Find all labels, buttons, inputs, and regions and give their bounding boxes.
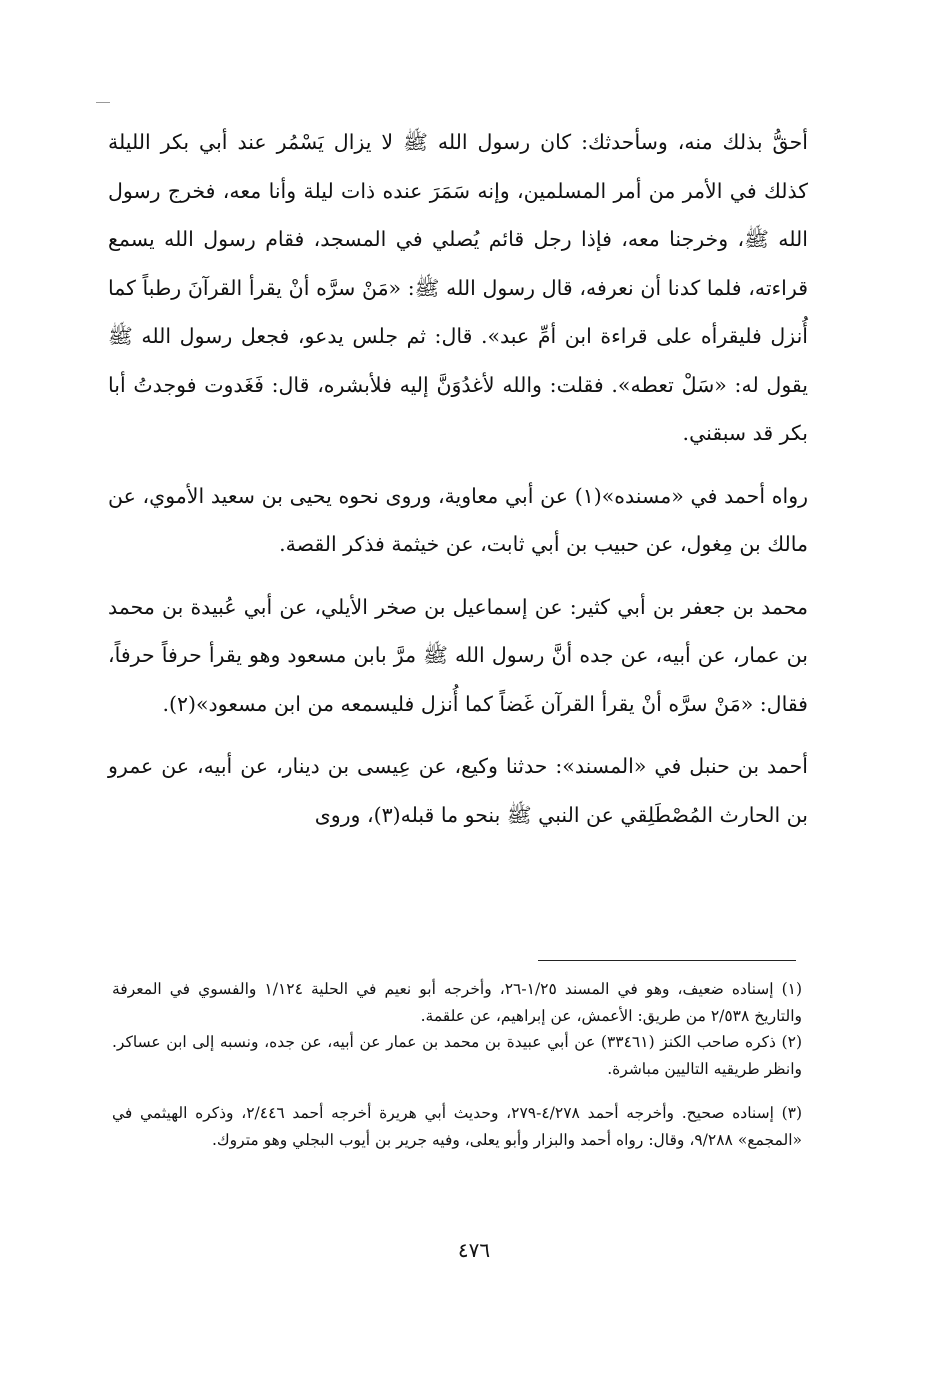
paragraph-3: محمد بن جعفر بن أبي كثير: عن إسماعيل بن صخر الأيلي، عن أبي عُبيدة بن محمد بن عمار، عن أبيه، عن جده أنَّ رسول الله ﷺ مرَّ بابن مسعود وهو يقرأ حرفاً حرفاً، فقال: «مَنْ سرَّه أنْ يقرأ القرآن غَضاً كما أُنزل فليسمعه من ابن مسعود»(٢). <box>108 594 808 716</box>
footnote-3: (٣) إسناده صحيح. وأخرجه أحمد ٤/٢٧٨-٢٧٩، وحديث أبي هريرة أخرجه أحمد ٢/٤٤٦، وذكره الهيثمي في «المجمع» ٩/٢٨٨، وقال: رواه أحمد والبزار وأبو يعلى، وفيه جرير بن أيوب البجلي وهو متروك. <box>112 1104 803 1149</box>
paragraph-2: رواه أحمد في «مسنده»(١) عن أبي معاوية، وروى نحوه يحيى بن سعيد الأموي، عن مالك بن مِغول، عن حبيب بن أبي ثابت، عن خيثمة فذكر القصة. <box>108 483 808 556</box>
scan-mark <box>96 102 110 103</box>
footnote-1: (١) إسناده ضعيف، وهو في المسند ١/٢٥-٢٦، وأخرجه أبو نعيم في الحلية ١/١٢٤ والفسوي في المعرفة والتاريخ ٢/٥٣٨ من طريق: الأعمش، عن إبراهيم، عن علقمة. <box>112 980 803 1025</box>
footnotes <box>112 976 802 1153</box>
footnote-divider <box>538 960 796 961</box>
paragraph-1: أحقُّ بذلك منه، وسأحدثك: كان رسول الله ﷺ لا يزال يَسْمُر عند أبي بكر الليلة كذلك في الأمر من أمر المسلمين، وإنه سَمَرَ عنده ذات ليلة وأنا معه، فخرج رسول الله ﷺ، وخرجنا معه، فإذا رجل قائم يُصلي في المسجد، فقام رسول الله يسمع قراءته، فلما كدنا أن نعرفه، قال رسول الله ﷺ: «مَنْ سرَّه أنْ يقرأ القرآنَ رطباً كما أُنزل فليقرأه على قراءة ابن أمِّ عبد». قال: ثم جلس يدعو، فجعل رسول الله ﷺ يقول له: «سَلْ تعطه». فقلت: والله لأغدُوَنَّ إليه فلأبشره، قال: فَغَدوت فوجدتُ أبا بكر قد سبقني. <box>108 130 808 445</box>
paragraph-4: أحمد بن حنبل في «المسند»: حدثنا وكيع، عن عِيسى بن دينار، عن أبيه، عن عمرو بن الحارث المُصْطَلِقي عن النبي ﷺ بنحو ما قبله(٣)، وروى <box>108 754 808 827</box>
main-text <box>108 118 808 839</box>
footnote-2: (٢) ذكره صاحب الكنز (٣٣٤٦١) عن أبي عبيدة بن محمد بن عمار عن أبيه، عن جده، ونسبه إلى ابن عساكر. وانظر طريقيه التاليين مباشرة. <box>112 1033 802 1078</box>
page-number: ٤٧٦ <box>457 1238 491 1262</box>
